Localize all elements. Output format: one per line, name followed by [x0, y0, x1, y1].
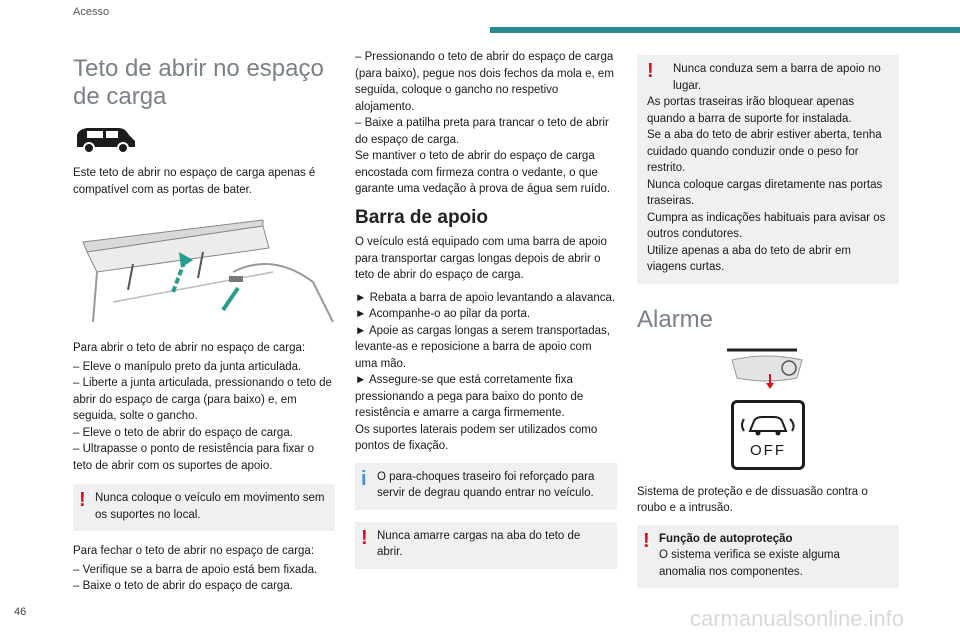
support-bar-title: Barra de apoio — [355, 206, 489, 228]
support-step: ► Assegure-se que está corretamente fixa pressionando a pega para baixo do ponto de resistência e amarre a carga firmemente. — [355, 374, 584, 419]
column-1 — [73, 55, 335, 595]
info-text: O para-choques traseiro foi reforçado para servir de degrau quando entrar no veículo. — [377, 470, 595, 499]
column-3 — [637, 55, 899, 600]
open-instructions-title: Para abrir o teto de abrir no espaço de carga: — [73, 342, 306, 354]
info-box — [355, 463, 617, 510]
header-accent-bar — [490, 27, 960, 33]
van-icon — [73, 125, 137, 155]
section-header: Acesso — [73, 6, 110, 18]
close-step: – Verifique se a barra de apoio está bem fixada. — [73, 563, 318, 576]
warning-title: Função de autoproteção — [659, 532, 793, 545]
support-bar-intro: O veículo está equipado com uma barra de apoio para transportar cargas longas depois de abrir o teto de abrir do espaço de carga. — [355, 236, 607, 281]
warning-line: Nunca coloque cargas diretamente nas portas traseiras. — [647, 178, 883, 207]
close-instructions-title: Para fechar o teto de abrir no espaço de carga: — [73, 545, 315, 557]
watermark: carmanualsonline.info — [690, 606, 905, 631]
page-number: 46 — [14, 606, 27, 618]
alarm-button-label: OFF — [750, 441, 786, 459]
warning-icon: ! — [647, 60, 654, 82]
column-2 — [355, 49, 617, 581]
warning-icon: ! — [361, 526, 368, 549]
alarm-off-button[interactable] — [731, 400, 805, 470]
warning-line: Utilize apenas a aba do teto de abrir em viagens curtas. — [647, 244, 851, 273]
open-step: – Eleve o manípulo preto da junta articulada. — [73, 360, 302, 373]
warning-box — [637, 525, 899, 589]
seal-note: Se mantiver o teto de abrir do espaço de carga encostada com firmeza contra o vedante, o que garante uma vedação à prova de água sem ruído. — [355, 150, 611, 195]
warning-text: O sistema verifica se existe alguma anomalia nos componentes. — [659, 549, 840, 578]
close-step: – Pressionando o teto de abrir do espaço de carga (para baixo), pegue nos dois fechos da mola e, em seguida, coloque o gancho no respetivo alojamento. — [355, 51, 614, 113]
warning-box — [637, 55, 899, 284]
alarm-car-icon — [734, 409, 802, 441]
side-supports-note: Os suportes laterais podem ser utilizados como pontos de fixação. — [355, 423, 598, 452]
close-step: – Baixe a patilha preta para trancar o teto de abrir do espaço de carga. — [355, 117, 609, 146]
warning-box — [355, 522, 617, 569]
warning-text: Nunca amarre cargas na aba do teto de abrir. — [377, 529, 581, 558]
cargo-roof-intro: Este teto de abrir no espaço de carga apenas é compatível com as portas de bater. — [73, 167, 316, 196]
warning-lead: Nunca conduza sem a barra de apoio no lugar. — [673, 63, 881, 92]
warning-line: Se a aba do teto de abrir estiver aberta, tenha cuidado quando conduzir onde o peso for restrito. — [647, 129, 882, 174]
alarm-title: Alarme — [637, 305, 714, 333]
warning-line: As portas traseiras irão bloquear apenas quando a barra de suporte for instalada. — [647, 96, 855, 125]
support-step: ► Apoie as cargas longas a serem transportadas, levante-as e reposicione a barra de apoio com uma mão. — [355, 324, 610, 370]
warning-icon: ! — [643, 529, 650, 552]
roof-hatch-illustration — [73, 212, 335, 330]
open-step: – Ultrapasse o ponto de resistência para fixar o teto de abrir com os suportes de apoio. — [73, 443, 314, 472]
cargo-roof-title: Teto de abrir no espaço de carga — [73, 55, 324, 110]
warning-icon: ! — [79, 489, 86, 511]
open-step: – Liberte a junta articulada, pressionando o teto de abrir do espaço de carga (para baixo) e, em seguida, solte o gancho. — [73, 377, 332, 422]
support-step: ► Acompanhe-o ao pilar da porta. — [355, 308, 531, 320]
info-icon: i — [361, 467, 367, 490]
warning-box — [73, 484, 335, 531]
alarm-intro: Sistema de proteção e de dissuasão contra o roubo e a intrusão. — [637, 485, 868, 514]
warning-line: Cumpra as indicações habituais para avisar os outros condutores. — [647, 211, 886, 240]
warning-text: Nunca coloque o veículo em movimento sem os suportes no local. — [95, 492, 325, 521]
open-step: – Eleve o teto de abrir do espaço de carga. — [73, 426, 293, 439]
support-step: ► Rebata a barra de apoio levantando a alavanca. — [355, 291, 616, 304]
interior-ceiling-illustration — [637, 346, 899, 392]
close-step: – Baixe o teto de abrir do espaço de carga. — [73, 580, 293, 592]
